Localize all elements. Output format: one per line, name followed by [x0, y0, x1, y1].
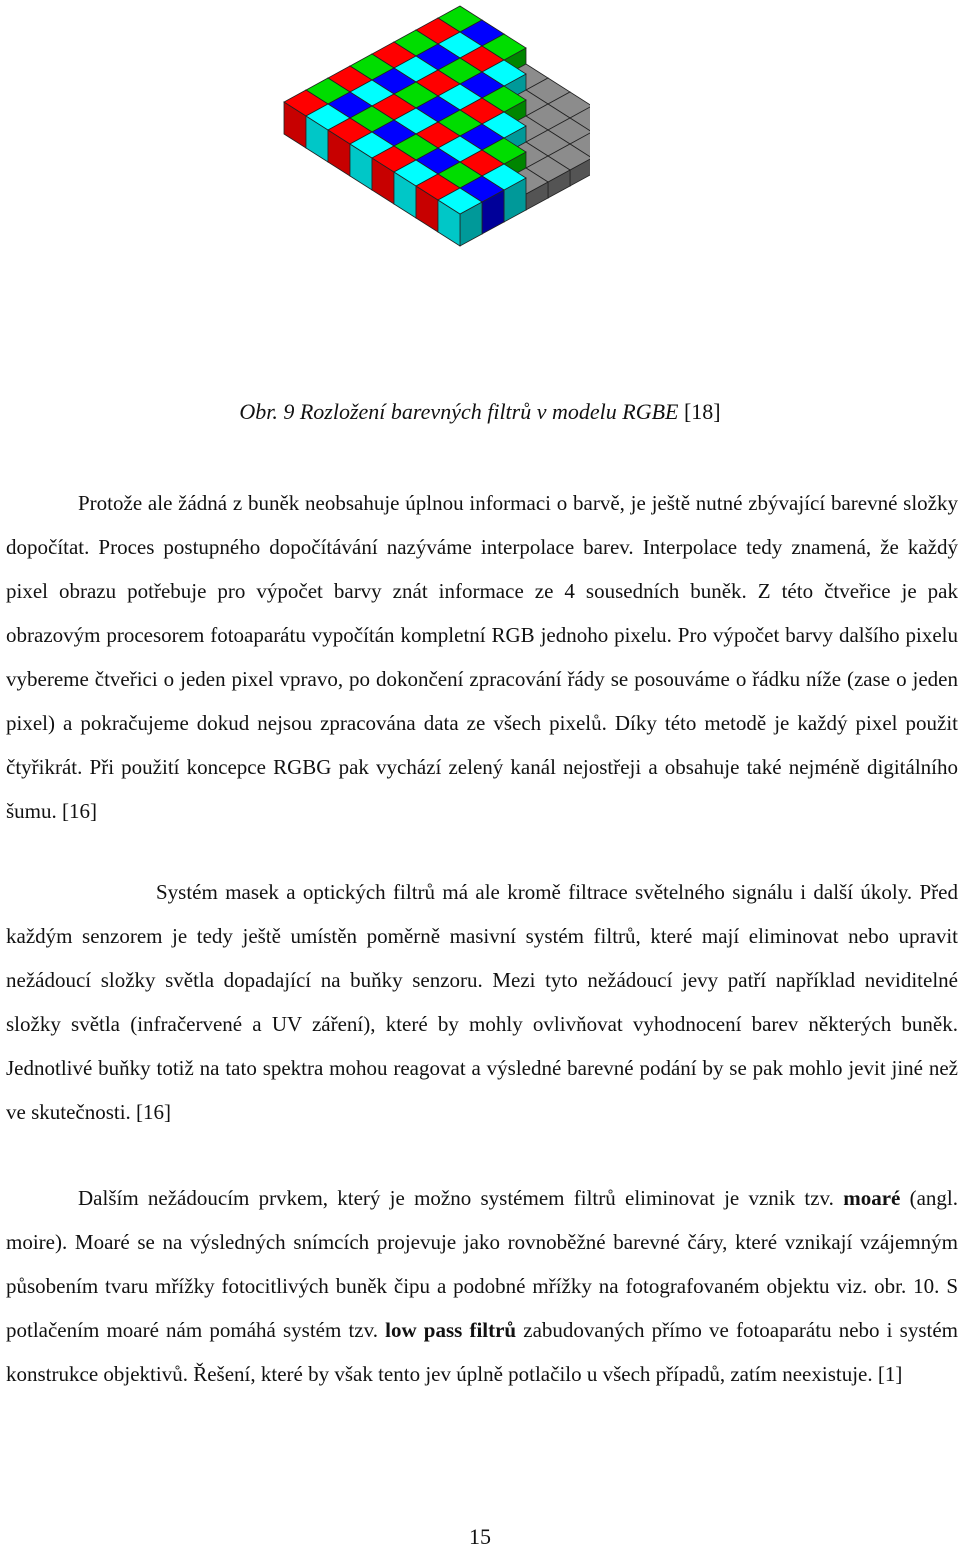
paragraph-3-part-c: (angl. moire). Moaré se na výsledných snímcích projevuje jako rovnoběžné barevné čáry, které vznikají vzájemným působením tvaru mřížky fotocitlivých buněk čipu a podobné mřížky na fotografovaném objektu viz. obr. 10. S potlačením moaré nám pomáhá systém tzv.: [6, 1186, 958, 1342]
paragraph-2-text: Systém masek a optických filtrů má ale kromě filtrace světelného signálu i další úkoly. Před každým senzorem je tedy ještě umístěn poměrně masivní systém filtrů, které mají eliminovat nebo upravit nežádoucí složky světla dopadající na buňky senzoru. Mezi tyto nežádoucí jevy patří například neviditelné složky světla (infračervené a UV záření), které by mohly ovlivňovat vyhodnocení barev některých buněk. Jednotlivé buňky totiž na tato spektra mohou reagovat a výsledné barevné podání by se pak mohlo jevit jiné než ve skutečnosti. [16]: [6, 880, 958, 1124]
paragraph-1: [6, 481, 958, 833]
filter-mosaic-graphic: [210, 0, 590, 350]
paragraph-3-text: [6, 1176, 958, 1396]
paragraph-2: [6, 870, 958, 1134]
caption-text: Obr. 9 Rozložení barevných filtrů v modelu RGBE: [239, 399, 679, 424]
caption-reference: [18]: [678, 399, 721, 424]
rgbe-filter-figure: [210, 0, 590, 350]
page-number: 15: [469, 1524, 491, 1549]
term-low-pass-filter: low pass filtrů: [385, 1318, 517, 1342]
paragraph-3-part-e: zabudovaných přímo ve fotoaparátu nebo i systém konstrukce objektivů. Řešení, které by však tento jev úplně potlačilo u všech případů, zatím neexistuje. [1]: [6, 1318, 958, 1386]
term-moare: moaré: [843, 1186, 901, 1210]
figure-caption: [0, 397, 960, 427]
paragraph-3: [6, 1176, 958, 1396]
paragraph-3-part-a: Dalším nežádoucím prvkem, který je možno systémem filtrů eliminovat je vznik tzv.: [78, 1186, 844, 1210]
paragraph-1-text: Protože ale žádná z buněk neobsahuje úplnou informaci o barvě, je ještě nutné zbývající barevné složky dopočítat. Proces postupného dopočítávání nazýváme interpolace barev. Interpolace tedy znamená, že každý pixel obrazu potřebuje pro výpočet barvy znát informace ze 4 sousedních buněk. Z této čtveřice je pak obrazovým procesorem fotoaparátu vypočítán kompletní RGB jednoho pixelu. Pro výpočet barvy dalšího pixelu vybereme čtveřici o jeden pixel vpravo, po dokončení zpracování řády se posouváme o řádku níže (zase o jeden pixel) a pokračujeme dokud nejsou zpracována data ze všech pixelů. Díky této metodě je každý pixel použit čtyřikrát. Při použití koncepce RGBG pak vychází zelený kanál nejostřeji a obsahuje také nejméně digitálního šumu. [16]: [6, 491, 958, 823]
